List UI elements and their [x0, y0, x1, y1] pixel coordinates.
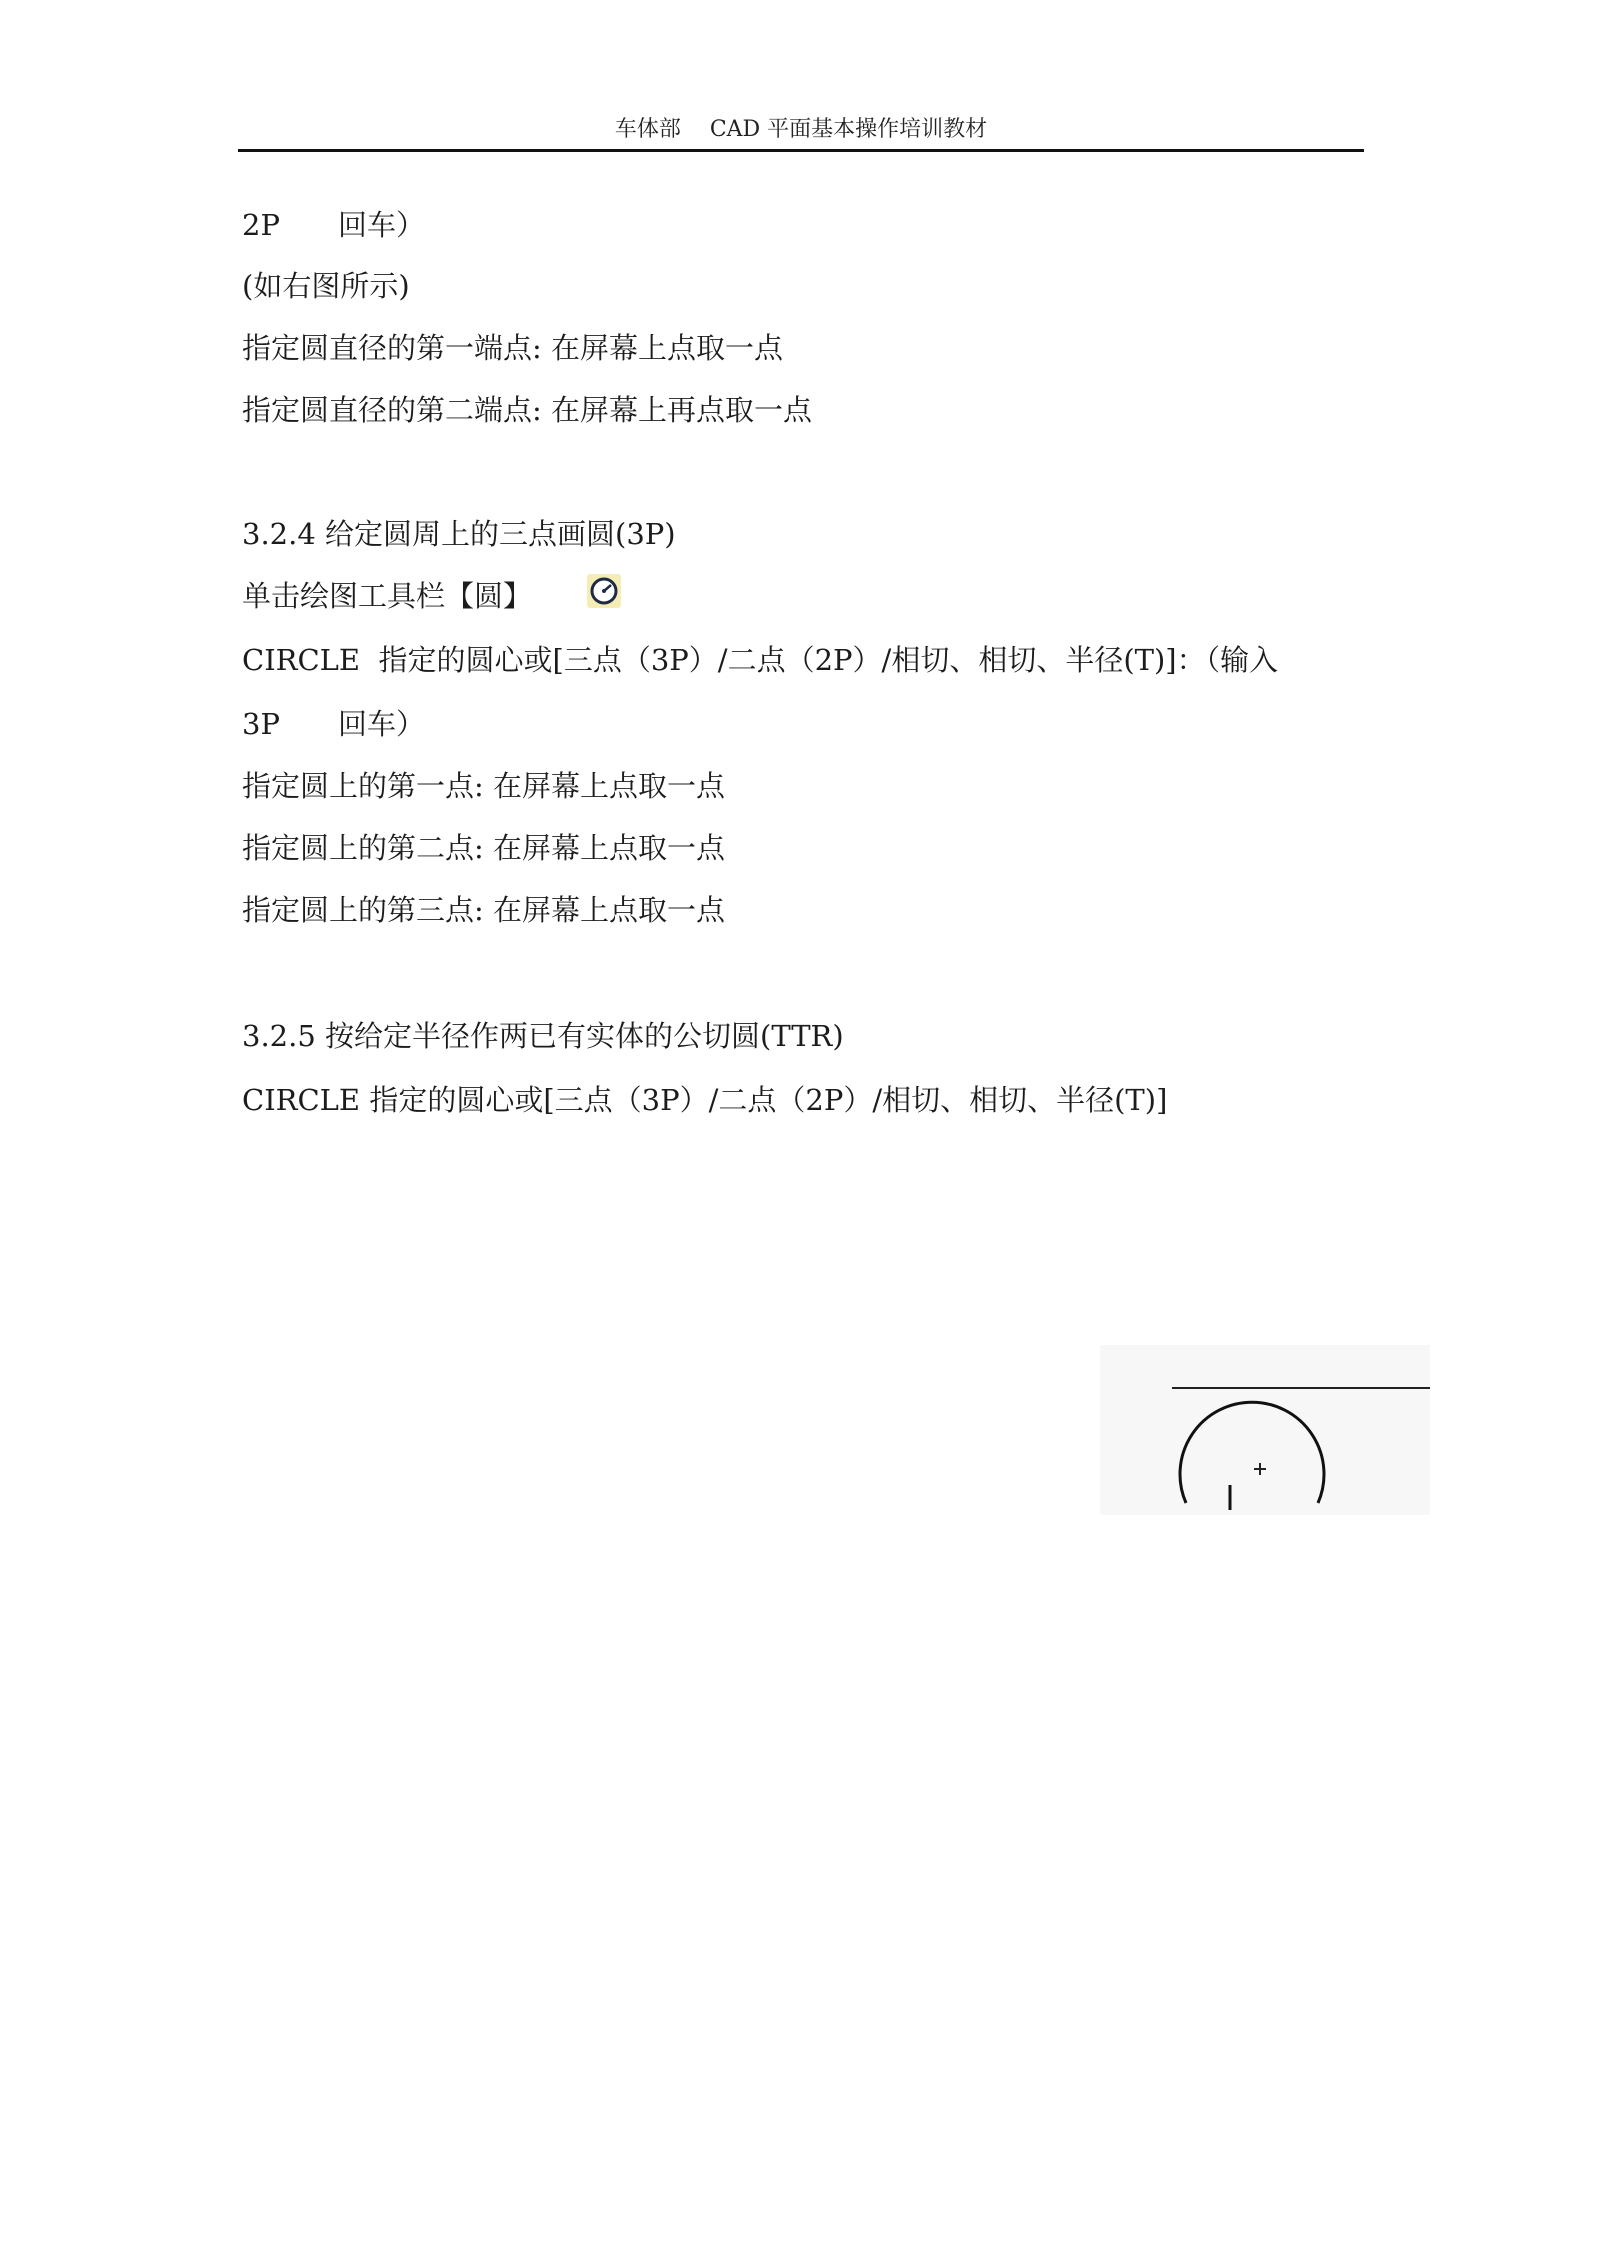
header-title: CAD 平面基本操作培训教材: [709, 117, 988, 142]
text-line: 2P 回车）: [242, 208, 425, 242]
page-header: [238, 110, 1364, 150]
text-line: 指定圆上的第一点: 在屏幕上点取一点: [242, 769, 725, 803]
text-line: 指定圆上的第二点: 在屏幕上点取一点: [242, 831, 725, 865]
text-line: 指定圆直径的第一端点: 在屏幕上点取一点: [242, 331, 783, 365]
text-line: 单击绘图工具栏【圆】: [242, 579, 533, 613]
section-heading: 3.2.4 给定圆周上的三点画圆(3P): [242, 517, 676, 551]
text-line: CIRCLE 指定的圆心或[三点（3P）/二点（2P）/相切、相切、半径(T)]: [242, 1083, 1168, 1117]
text-line: 指定圆上的第三点: 在屏幕上点取一点: [242, 893, 725, 927]
tangent-circle-figure: [1100, 1345, 1430, 1515]
header-department: 车体部: [614, 117, 681, 142]
header-rule: [238, 149, 1364, 152]
circle-tool-icon: [586, 573, 622, 609]
text-line: 指定圆直径的第二端点: 在屏幕上再点取一点: [242, 393, 812, 427]
text-line: CIRCLE 指定的圆心或[三点（3P）/二点（2P）/相切、相切、半径(T)]：（输入: [242, 643, 1279, 677]
section-heading: 3.2.5 按给定半径作两已有实体的公切圆(TTR): [242, 1019, 844, 1053]
text-line: (如右图所示): [242, 269, 410, 303]
text-line: 3P 回车）: [242, 707, 425, 741]
